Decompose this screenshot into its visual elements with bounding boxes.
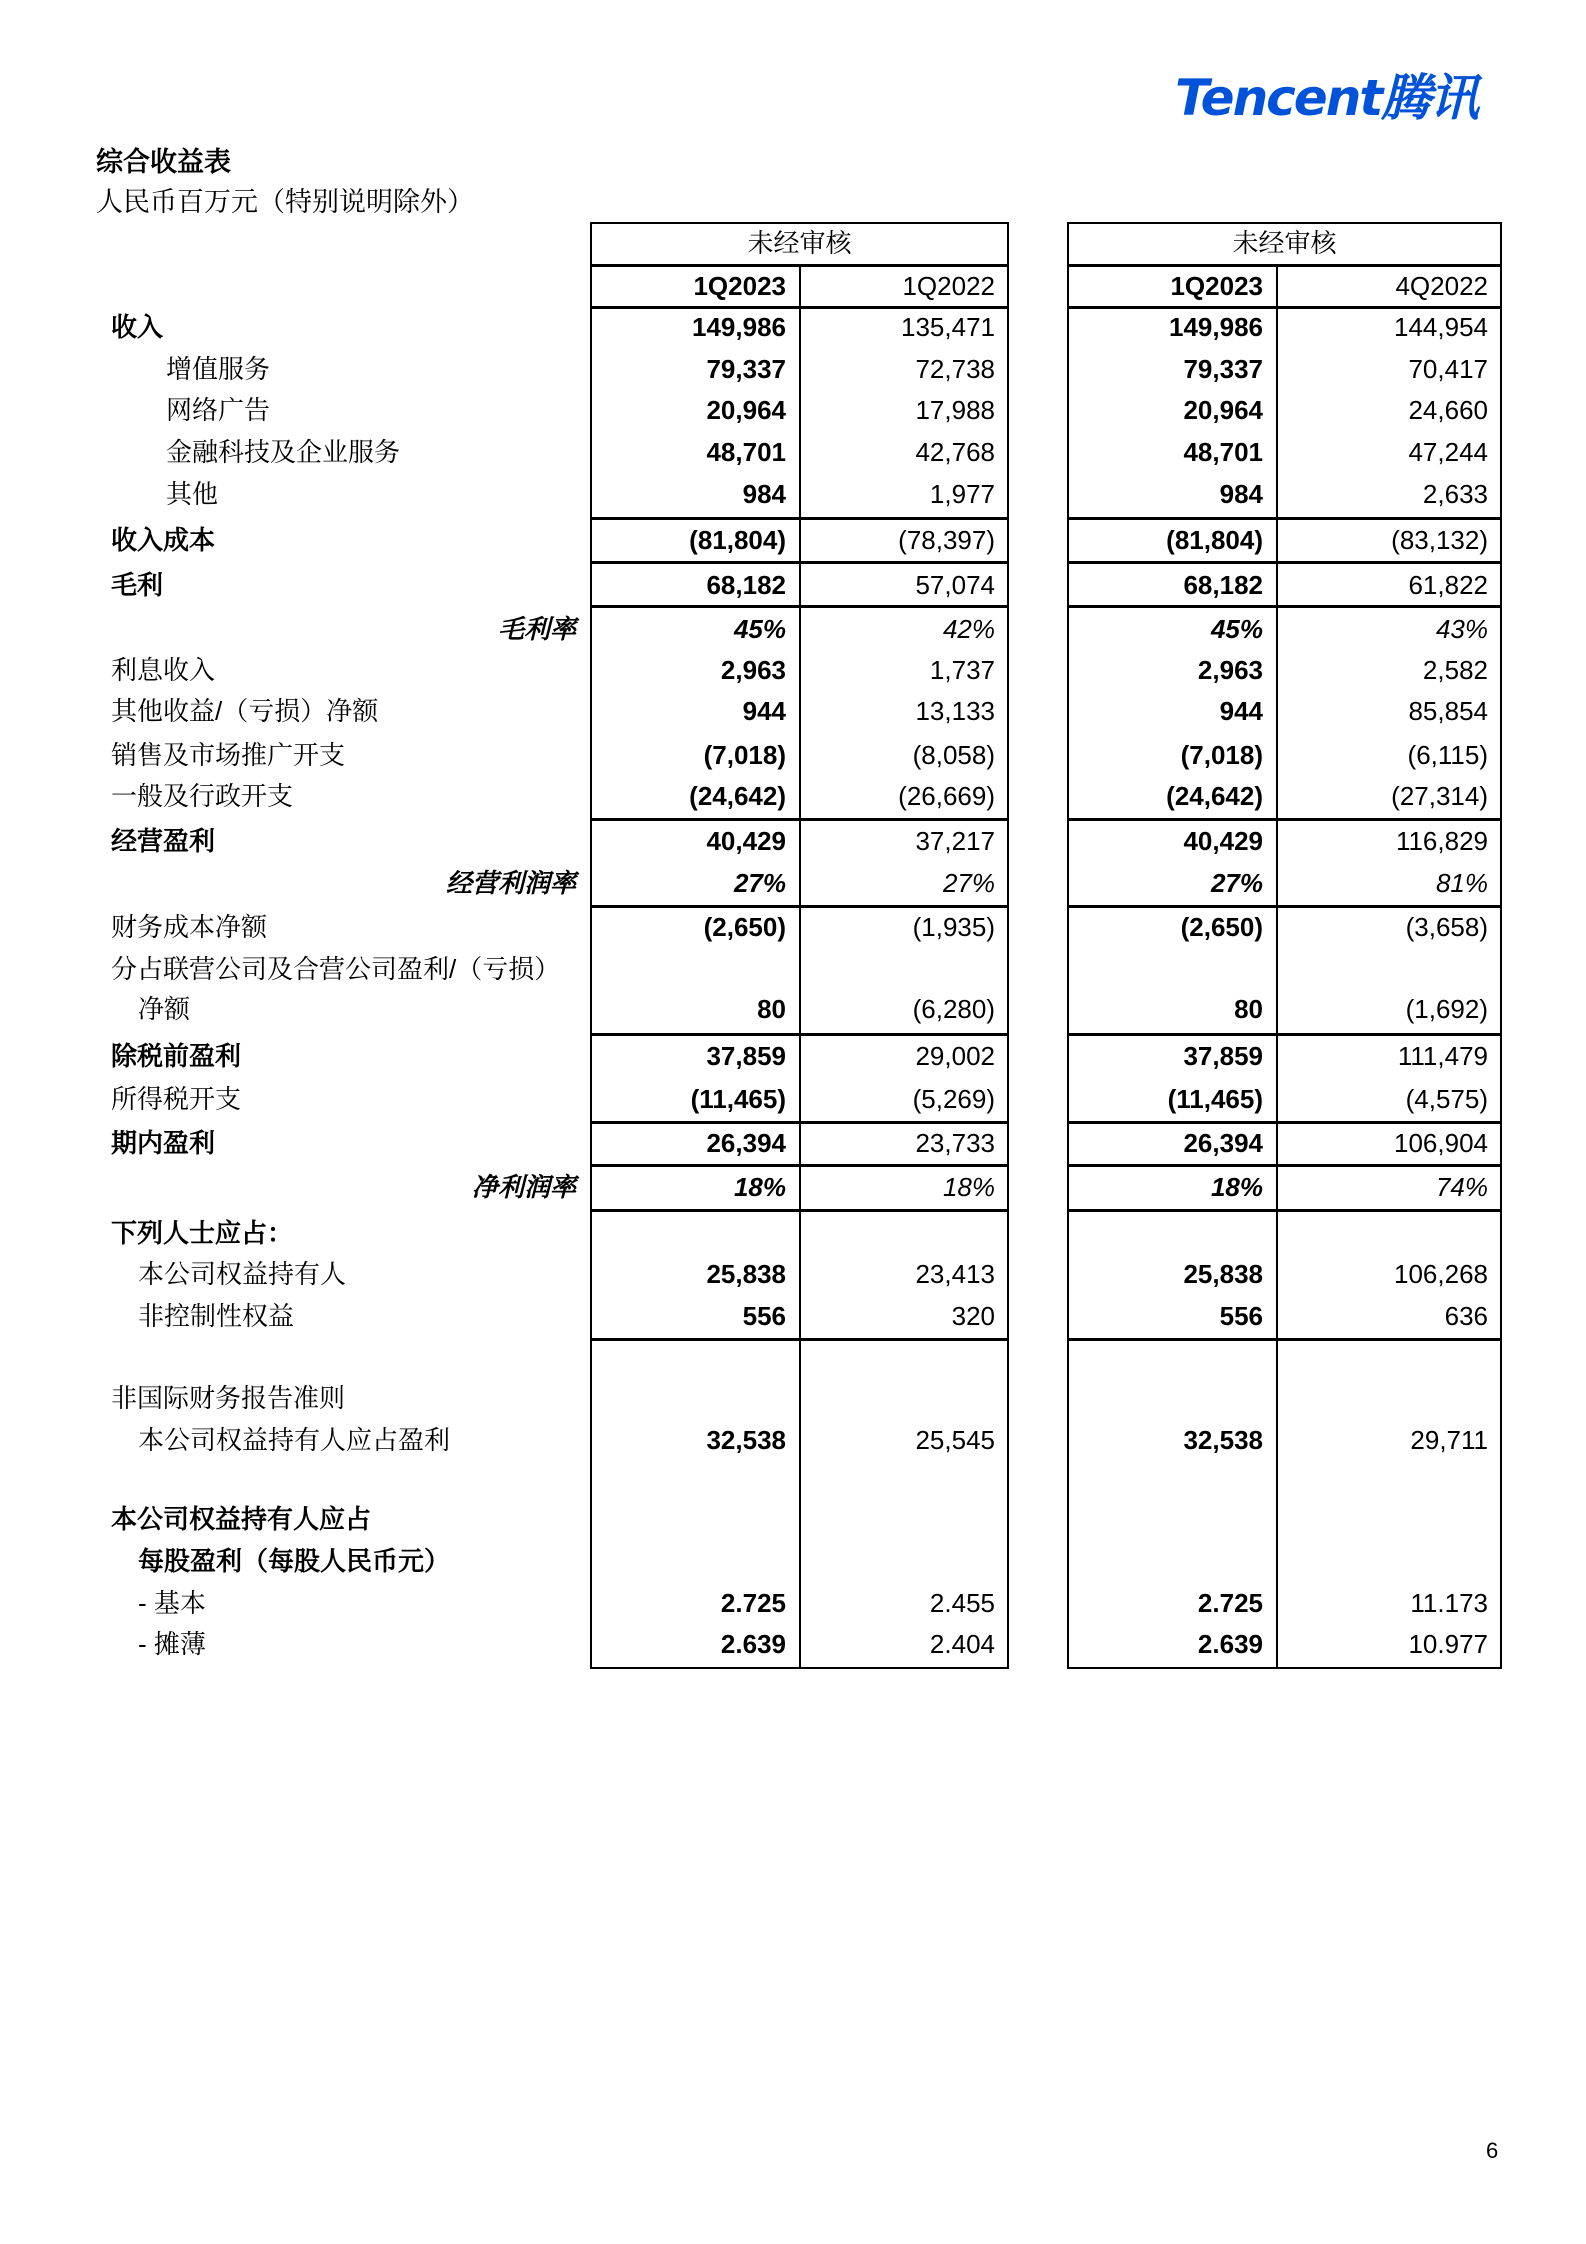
row-label: 净额 [138, 994, 191, 1024]
row-label: 增值服务 [166, 354, 271, 384]
row-value: 20,964 [1183, 395, 1263, 425]
row-label: 其他收益/（亏损）净额 [111, 696, 379, 726]
row-divider [1067, 1338, 1502, 1341]
row-divider [1067, 1209, 1502, 1212]
row-value: 42,768 [915, 437, 995, 467]
row-value: 135,471 [901, 312, 995, 342]
row-value: 45% [733, 614, 786, 644]
row-value: 18% [1210, 1172, 1263, 1202]
row-divider [1067, 818, 1502, 821]
row-value: (6,115) [1407, 740, 1488, 770]
row-value: 45% [1210, 614, 1263, 644]
row-value: 111,479 [1397, 1041, 1488, 1071]
row-label: 毛利 [111, 570, 164, 600]
row-value: (24,642) [689, 781, 786, 811]
row-divider [1067, 264, 1502, 267]
row-divider [1067, 517, 1502, 520]
row-label: 销售及市场推广开支 [111, 740, 346, 770]
row-value: 18% [942, 1172, 995, 1202]
row-divider [590, 561, 1009, 564]
row-label: 净利润率 [471, 1172, 576, 1202]
row-label: - 摊薄 [138, 1629, 206, 1659]
row-divider [590, 605, 1009, 608]
row-value: 25,545 [915, 1425, 995, 1455]
row-value: 70,417 [1408, 354, 1488, 384]
row-value: 40,429 [706, 826, 786, 856]
row-value: 11.173 [1410, 1588, 1488, 1618]
row-value: 29,711 [1410, 1425, 1488, 1455]
row-value: 10.977 [1408, 1629, 1488, 1659]
row-value: 556 [742, 1301, 786, 1331]
row-value: 116,829 [1395, 826, 1488, 856]
row-value: 37,217 [915, 826, 995, 856]
row-value: 25,838 [1183, 1259, 1263, 1289]
row-divider [590, 517, 1009, 520]
row-value: (8,058) [912, 740, 995, 770]
row-value: 85,854 [1408, 696, 1488, 726]
row-label: 所得税开支 [111, 1084, 242, 1114]
row-label: 财务成本净额 [111, 912, 268, 942]
row-value: 2.725 [720, 1588, 786, 1618]
row-divider [1067, 905, 1502, 908]
row-value: 26,394 [1183, 1128, 1263, 1158]
row-value: 18% [733, 1172, 786, 1202]
row-divider [590, 1121, 1009, 1124]
row-value: 47,244 [1408, 437, 1488, 467]
row-value: 13,133 [915, 696, 995, 726]
row-value: 2,963 [1197, 655, 1263, 685]
row-value: (83,132) [1391, 525, 1488, 555]
row-value: (81,804) [689, 525, 786, 555]
row-value: 80 [757, 994, 786, 1024]
row-value: 37,859 [706, 1041, 786, 1071]
row-label: 经营盈利 [111, 826, 216, 856]
row-value: 2.404 [929, 1629, 995, 1659]
statement-title: 综合收益表 [96, 147, 231, 177]
row-value: 61,822 [1408, 570, 1488, 600]
row-label: 下列人士应占： [111, 1218, 294, 1248]
group-header: 未经审核 [747, 228, 852, 258]
row-value: 149,986 [692, 312, 786, 342]
row-divider [1067, 605, 1502, 608]
row-value: 57,074 [915, 570, 995, 600]
row-value: (7,018) [703, 740, 786, 770]
row-divider [590, 818, 1009, 821]
row-value: (11,465) [1167, 1084, 1263, 1114]
row-value: 149,986 [1169, 312, 1263, 342]
row-value: 26,394 [706, 1128, 786, 1158]
row-value: 27% [942, 868, 995, 898]
row-divider [590, 905, 1009, 908]
row-divider [590, 1209, 1009, 1212]
row-value: 1,737 [929, 655, 995, 685]
row-value: 2.639 [720, 1629, 786, 1659]
row-value: 27% [733, 868, 786, 898]
row-value: (5,269) [912, 1084, 995, 1114]
row-value: 37,859 [1183, 1041, 1263, 1071]
row-value: 144,954 [1394, 312, 1488, 342]
row-value: 29,002 [915, 1041, 995, 1071]
row-value: 48,701 [1183, 437, 1263, 467]
row-value: 556 [1219, 1301, 1263, 1331]
row-label: 网络广告 [166, 395, 271, 425]
row-value: 40,429 [1183, 826, 1263, 856]
column-divider [799, 265, 801, 1669]
row-value: (6,280) [912, 994, 995, 1024]
row-value: 2.455 [929, 1588, 995, 1618]
row-label: 本公司权益持有人应占盈利 [138, 1425, 451, 1455]
row-value: 944 [1219, 696, 1263, 726]
row-label: 每股盈利（每股人民币元） [138, 1546, 451, 1576]
row-label: 本公司权益持有人 [138, 1259, 347, 1289]
row-label: 金融科技及企业服务 [166, 437, 401, 467]
row-value: (2,650) [1180, 912, 1263, 942]
column-header: 1Q2023 [1170, 271, 1263, 301]
row-value: 106,904 [1394, 1128, 1488, 1158]
row-label: 期内盈利 [111, 1128, 216, 1158]
row-value: 106,268 [1394, 1259, 1488, 1289]
row-value: 80 [1234, 994, 1263, 1024]
row-value: (1,692) [1405, 994, 1488, 1024]
column-header: 1Q2023 [693, 271, 786, 301]
row-value: 25,838 [706, 1259, 786, 1289]
row-value: (81,804) [1166, 525, 1263, 555]
row-label: 一般及行政开支 [111, 781, 294, 811]
row-value: (1,935) [912, 912, 995, 942]
row-value: 2.639 [1197, 1629, 1263, 1659]
page-number: 6 [1486, 2138, 1499, 2163]
row-value: 320 [951, 1301, 995, 1331]
column-header: 1Q2022 [902, 271, 995, 301]
row-divider [1067, 1164, 1502, 1167]
column-divider [1276, 265, 1278, 1669]
row-divider [590, 1033, 1009, 1036]
row-divider [1067, 306, 1502, 309]
row-label: 非国际财务报告准则 [111, 1383, 346, 1413]
row-value: 48,701 [706, 437, 786, 467]
row-value: 2.725 [1197, 1588, 1263, 1618]
row-label: - 基本 [138, 1588, 206, 1618]
row-value: 68,182 [1183, 570, 1263, 600]
row-label: 其他 [166, 479, 219, 509]
row-value: 79,337 [1183, 354, 1263, 384]
row-divider [1067, 1033, 1502, 1036]
row-label: 本公司权益持有人应占 [111, 1504, 372, 1534]
row-label: 经营利润率 [445, 868, 576, 898]
row-value: 24,660 [1408, 395, 1488, 425]
row-label: 收入成本 [111, 525, 216, 555]
row-value: 81% [1435, 868, 1488, 898]
row-value: (11,465) [690, 1084, 786, 1114]
row-value: 2,963 [720, 655, 786, 685]
row-value: 79,337 [706, 354, 786, 384]
row-value: (2,650) [703, 912, 786, 942]
row-value: 17,988 [915, 395, 995, 425]
row-value: 32,538 [706, 1425, 786, 1455]
row-value: (78,397) [898, 525, 995, 555]
row-value: 23,413 [915, 1259, 995, 1289]
row-value: 27% [1210, 868, 1263, 898]
row-value: 984 [742, 479, 786, 509]
row-value: 984 [1219, 479, 1263, 509]
row-value: 74% [1435, 1172, 1488, 1202]
row-value: 23,733 [915, 1128, 995, 1158]
row-label: 利息收入 [111, 655, 216, 685]
row-value: 1,977 [929, 479, 995, 509]
group-header: 未经审核 [1232, 228, 1337, 258]
row-value: (24,642) [1166, 781, 1263, 811]
row-value: 72,738 [915, 354, 995, 384]
row-label: 收入 [111, 312, 164, 342]
row-value: 43% [1435, 614, 1488, 644]
column-header: 4Q2022 [1395, 271, 1488, 301]
row-value: (27,314) [1391, 781, 1488, 811]
row-value: 32,538 [1183, 1425, 1263, 1455]
row-divider [1067, 561, 1502, 564]
row-label: 分占联营公司及合营公司盈利/（亏损） [111, 954, 561, 984]
row-value: (4,575) [1405, 1084, 1488, 1114]
row-value: 944 [742, 696, 786, 726]
row-label: 非控制性权益 [138, 1301, 295, 1331]
row-value: 2,582 [1422, 655, 1488, 685]
statement-subtitle: 人民币百万元（特别说明除外） [96, 187, 474, 217]
row-divider [590, 306, 1009, 309]
row-value: (26,669) [898, 781, 995, 811]
row-divider [1067, 1121, 1502, 1124]
row-value: 20,964 [706, 395, 786, 425]
row-label: 除税前盈利 [111, 1041, 242, 1071]
row-value: 636 [1444, 1301, 1488, 1331]
row-value: (7,018) [1180, 740, 1263, 770]
row-value: (3,658) [1405, 912, 1488, 942]
row-divider [590, 1164, 1009, 1167]
tencent-logo: Tencent腾讯 [1175, 69, 1478, 127]
row-label: 毛利率 [497, 614, 576, 644]
row-divider [590, 264, 1009, 267]
row-value: 68,182 [706, 570, 786, 600]
row-value: 2,633 [1422, 479, 1488, 509]
row-divider [590, 1338, 1009, 1341]
row-value: 42% [942, 614, 995, 644]
